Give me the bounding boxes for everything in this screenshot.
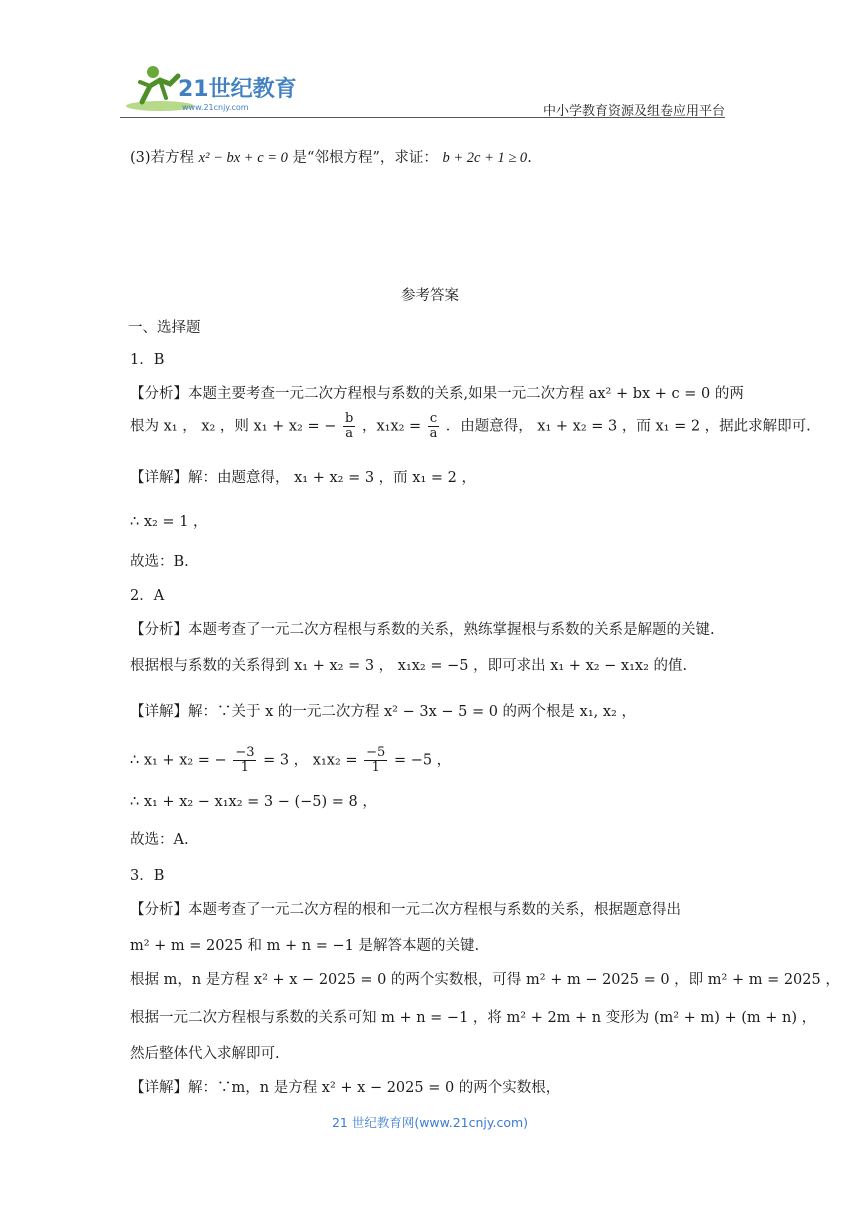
answers-title: 参考答案	[401, 288, 459, 304]
answer-1-number: 1．B	[130, 352, 165, 368]
answer-1-choose: 故选：B.	[130, 554, 189, 570]
logo-21cnjy-icon	[120, 62, 300, 116]
footer-site-link[interactable]: 21 世纪教育网(www.21cnjy.com)	[331, 1115, 529, 1130]
fraction-neg3-over-1: $\frac{-3}{1}$	[235, 745, 255, 775]
answer-3-analysis-line-2: m² + m = 2025 和 m + n = −1 是解答本题的关键.	[130, 938, 480, 954]
logo-text: 21世纪教育	[178, 77, 297, 102]
a2-s1-a: ∴ x₁ + x₂ = −	[130, 752, 227, 769]
answer-2-analysis-line-2: 根据根与系数的关系得到 x₁ + x₂ = 3 ， x₁x₂ = −5 ，即可求出 x₁ + x₂ − x₁x₂ 的值.	[130, 658, 688, 674]
a2-s1-b: = 3 ， x₁x₂ =	[263, 752, 358, 769]
answer-3-analysis-line-3: 根据 m，n 是方程 x² + x − 2025 = 0 的两个实数根，可得 m² + m − 2025 = 0 ，即 m² + m = 2025 ，	[130, 972, 840, 988]
answer-3-analysis-line-5: 然后整体代入求解即可.	[130, 1046, 280, 1062]
answer-1-analysis-line-2	[130, 412, 811, 441]
answer-3-analysis-line-4: 根据一元二次方程根与系数的关系可知 m + n = −1 ，将 m² + 2m + n 变形为 (m² + m) + (m + n) ，	[130, 1010, 817, 1026]
answer-2-detail: 【详解】解：∵关于 x 的一元二次方程 x² − 3x − 5 = 0 的两个根是 x₁, x₂ ，	[130, 704, 636, 720]
a1-l2-a: 根为 x₁ ， x₂ ，则 x₁ + x₂ = −	[130, 418, 337, 435]
section-choice: 一、选择题	[128, 320, 201, 336]
a1-l2-c: ．由题意得， x₁ + x₂ = 3 ，而 x₁ = 2 ，据此求解即可.	[445, 418, 811, 435]
answer-3-analysis-line-1: 【分析】本题考查了一元二次方程的根和一元二次方程根与系数的关系，根据题意得出	[130, 902, 681, 918]
q3-prefix: (3)若方程	[130, 150, 195, 166]
answer-3-detail: 【详解】解：∵m，n 是方程 x² + x − 2025 = 0 的两个实数根，	[130, 1080, 561, 1096]
q3-inequality: b + 2c + 1 ≥ 0	[442, 150, 528, 166]
platform-name: 中小学教育资源及组卷应用平台	[542, 104, 725, 119]
q3-mid: 是“邻根方程”，求证：	[292, 150, 438, 166]
answer-2-step-1	[130, 746, 451, 775]
answer-2-choose: 故选：A.	[130, 832, 189, 848]
fraction-neg5-over-1: $\frac{-5}{1}$	[366, 745, 386, 775]
answer-1-step: ∴ x₂ = 1 ，	[130, 514, 208, 530]
logo-subtext: www.21cnjy.com	[182, 103, 249, 112]
q3-end: .	[527, 150, 532, 166]
a1-l2-b: ，x₁x₂ =	[361, 418, 422, 435]
answer-3-number: 3．B	[130, 868, 165, 884]
page-header	[120, 62, 725, 120]
answer-1-analysis-line-1: 【分析】本题主要考查一元二次方程根与系数的关系,如果一元二次方程 ax² + bx + c = 0 的两	[130, 386, 744, 402]
answer-1-detail: 【详解】解：由题意得， x₁ + x₂ = 3 ，而 x₁ = 2 ，	[130, 470, 476, 486]
fraction-c-over-a: $\frac{c}{a}$	[429, 411, 438, 441]
fraction-b-over-a: $\frac{b}{a}$	[345, 411, 354, 441]
answer-2-number: 2．A	[130, 588, 165, 604]
question-3	[130, 148, 532, 168]
header-rule	[120, 117, 725, 118]
a2-s1-c: = −5 ，	[393, 752, 452, 769]
answer-2-analysis-line-1: 【分析】本题考查了一元二次方程根与系数的关系，熟练掌握根与系数的关系是解题的关键.	[130, 622, 715, 638]
answer-2-step-2: ∴ x₁ + x₂ − x₁x₂ = 3 − (−5) = 8 ，	[130, 794, 377, 810]
q3-equation: x² − bx + c = 0	[198, 150, 288, 166]
